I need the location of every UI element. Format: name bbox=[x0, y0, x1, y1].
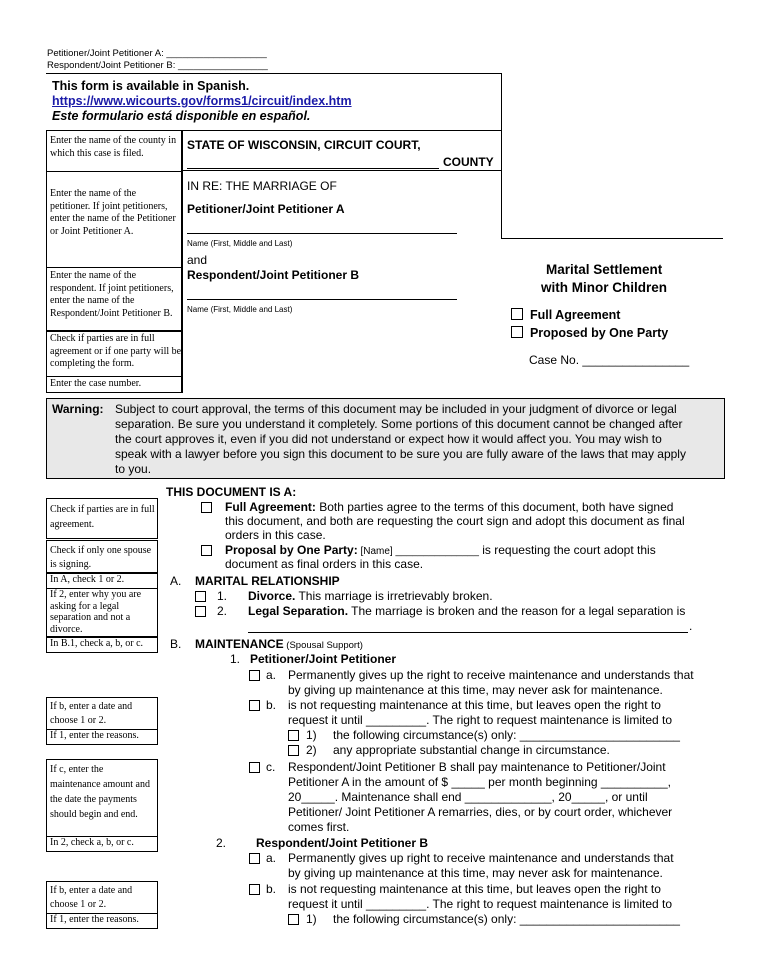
ifb2-instruction: If b, enter a date and choose 1 or 2. bbox=[50, 885, 133, 910]
full-agreement-text1: Both parties agree to the terms of this document, both have signed bbox=[315, 500, 674, 514]
a2-line bbox=[248, 604, 685, 619]
in-re-label: IN RE: THE MARRIAGE OF bbox=[187, 179, 337, 193]
b2a-letter: a. bbox=[266, 851, 277, 865]
proposal-text1: is requesting the court adopt this bbox=[478, 543, 656, 557]
if1-b1-instruction-box bbox=[46, 729, 158, 745]
in2-instruction: In 2, check a, b, or c. bbox=[50, 837, 134, 848]
b1c-line1: Respondent/Joint Petitioner B shall pay maintenance to Petitioner/Joint bbox=[288, 760, 666, 774]
spanish-notice: This form is available in Spanish. bbox=[52, 79, 250, 93]
legal-separation-text: The marriage is broken and the reason for a legal separation is bbox=[348, 604, 686, 618]
proposal-name-field[interactable]: [Name] _______________ bbox=[357, 546, 479, 557]
warning-line3: the court approves it, even if you did not understand or expect how it would affect you. You may wish to bbox=[115, 432, 662, 446]
respondent-instruction: Enter the name of the respondent. If joint petitioners, enter the name of the Respondent/Joint Petitioner B. bbox=[50, 270, 174, 319]
section-a-title: MARITAL RELATIONSHIP bbox=[195, 574, 340, 588]
divorce-checkbox[interactable] bbox=[195, 591, 206, 602]
ifb2-instruction-box bbox=[46, 881, 158, 914]
b1c-line4: Petitioner/ Joint Petitioner A remarries, dies, or by court order, whichever bbox=[288, 805, 673, 819]
a2-number: 2. bbox=[217, 604, 228, 618]
b1-number: 1. bbox=[230, 652, 241, 666]
case-number-field[interactable]: Case No. ________________ bbox=[529, 353, 690, 367]
petitioner-caption-label: Petitioner/Joint Petitioner A bbox=[187, 202, 345, 216]
full-agreement-checkbox[interactable] bbox=[511, 308, 523, 320]
if2-instruction-box bbox=[46, 588, 158, 637]
full-agreement-instruction: Check if parties are in full agreement. bbox=[50, 504, 155, 530]
full-agreement-body-checkbox[interactable] bbox=[201, 502, 212, 513]
b1a-letter: a. bbox=[266, 668, 277, 682]
b1c-line3: 20_____. Maintenance shall end _____________, 20_____, or until bbox=[288, 790, 648, 804]
b2a-line1: Permanently gives up right to receive maintenance and understands that bbox=[288, 851, 674, 865]
county-instruction: Enter the name of the county in which this case is filed. bbox=[50, 135, 177, 159]
respondent-name-hint: Name (First, Middle and Last) bbox=[187, 305, 293, 314]
warning-line5: to you. bbox=[115, 462, 152, 476]
b1b-option2-text: any appropriate substantial change in circumstance. bbox=[333, 743, 610, 757]
b1c-checkbox[interactable] bbox=[249, 762, 260, 773]
proposal-title: Proposal by One Party: bbox=[225, 543, 358, 557]
spanish-notice-es: Este formulario está disponible en español. bbox=[52, 109, 311, 123]
full-agreement-instruction-box bbox=[46, 498, 158, 539]
b2b-option1-text: the following circumstance(s) only: ________________________ bbox=[333, 912, 680, 926]
a1-line bbox=[248, 589, 493, 604]
check-instruction: Check if parties are in full agreement or if one party will be completing the form. bbox=[50, 333, 182, 369]
court-name: STATE OF WISCONSIN, CIRCUIT COURT, bbox=[187, 138, 421, 152]
warning-line2: separation. Be sure you understand it completely. Some portions of this document cannot be changed after bbox=[115, 417, 683, 431]
b2b-letter: b. bbox=[266, 882, 277, 896]
b2b-checkbox[interactable] bbox=[249, 884, 260, 895]
b2b-option1-number: 1) bbox=[306, 912, 317, 926]
county-blank[interactable] bbox=[187, 168, 439, 169]
caption-top-border bbox=[46, 73, 502, 74]
proposal-body-checkbox[interactable] bbox=[201, 545, 212, 556]
divorce-text: This marriage is irretrievably broken. bbox=[295, 589, 493, 603]
case-instruction-box bbox=[46, 376, 183, 393]
one-spouse-instruction: Check if only one spouse is signing. bbox=[50, 545, 152, 570]
respondent-name-blank[interactable] bbox=[187, 299, 457, 300]
full-agreement-line2: this document, and both are requesting the court sign and adopt this document as final bbox=[225, 514, 685, 528]
a1-number: 1. bbox=[217, 589, 228, 603]
section-a-letter: A. bbox=[170, 574, 182, 588]
legal-separation-title: Legal Separation. bbox=[248, 604, 349, 618]
in-b1-instruction: In B.1, check a, b, or c. bbox=[50, 638, 144, 649]
b2-title: Respondent/Joint Petitioner B bbox=[256, 836, 429, 850]
one-party-option[interactable] bbox=[511, 326, 668, 341]
full-agreement-label: Full Agreement bbox=[529, 308, 621, 322]
ifc-instruction-box bbox=[46, 759, 158, 837]
b1b-option2-number: 2) bbox=[306, 743, 317, 757]
petitioner-instruction-box bbox=[46, 171, 183, 268]
petitioner-instruction: Enter the name of the petitioner. If joint petitioners, enter the name of the Petitioner or Joint Petitioner A. bbox=[50, 188, 176, 237]
section-b-subtitle: (Spousal Support) bbox=[283, 640, 363, 651]
form-title-line2: with Minor Children bbox=[541, 280, 667, 295]
county-label: COUNTY bbox=[443, 155, 494, 169]
b1a-line2: by giving up maintenance at this time, may never ask for maintenance. bbox=[288, 683, 663, 697]
and-label: and bbox=[187, 253, 208, 267]
b1c-letter: c. bbox=[266, 760, 276, 774]
in-a-instruction-box bbox=[46, 573, 158, 589]
one-party-label: Proposed by One Party bbox=[529, 326, 669, 340]
b1b-checkbox[interactable] bbox=[249, 700, 260, 711]
form-title-line1: Marital Settlement bbox=[546, 262, 663, 277]
b1b-letter: b. bbox=[266, 698, 277, 712]
b1a-line1: Permanently gives up the right to receive maintenance and understands that bbox=[288, 668, 694, 682]
respondent-instruction-box bbox=[46, 267, 183, 332]
b2a-checkbox[interactable] bbox=[249, 853, 260, 864]
b1-title: Petitioner/Joint Petitioner bbox=[250, 652, 397, 666]
b1b-option1-checkbox[interactable] bbox=[288, 730, 299, 741]
document-type-heading: THIS DOCUMENT IS A: bbox=[166, 485, 297, 499]
caption-right-border bbox=[501, 73, 502, 238]
b2b-option1-checkbox[interactable] bbox=[288, 914, 299, 925]
in-a-instruction: In A, check 1 or 2. bbox=[50, 574, 125, 585]
section-b-title: MAINTENANCE bbox=[195, 637, 284, 651]
in2-instruction-box bbox=[46, 836, 158, 852]
caption-right-bottom bbox=[501, 238, 723, 239]
section-b-heading bbox=[195, 637, 363, 653]
legal-separation-checkbox[interactable] bbox=[195, 606, 206, 617]
b2b-line1: is not requesting maintenance at this time, but leaves open the right to bbox=[288, 882, 661, 896]
b1b-option1-text: the following circumstance(s) only: ________________________ bbox=[333, 728, 680, 742]
forms-link[interactable]: https://www.wicourts.gov/forms1/circuit/index.htm bbox=[52, 94, 352, 108]
proposal-line2: document as final orders in this case. bbox=[225, 557, 424, 571]
in-b1-instruction-box bbox=[46, 637, 158, 653]
warning-label: Warning: bbox=[52, 402, 104, 416]
b1c-line5: comes first. bbox=[288, 820, 350, 834]
one-party-checkbox[interactable] bbox=[511, 326, 523, 338]
ifc-instruction: If c, enter the maintenance amount and the date the payments should begin and end. bbox=[50, 764, 150, 820]
b1b-line2: request it until _________. The right to request maintenance is limited to bbox=[288, 713, 673, 727]
ifb1-instruction-box bbox=[46, 697, 158, 730]
b1b-option2-checkbox[interactable] bbox=[288, 745, 299, 756]
if1-b2-instruction: If 1, enter the reasons. bbox=[50, 914, 139, 925]
case-instruction: Enter the case number. bbox=[50, 378, 142, 389]
warning-line1: Subject to court approval, the terms of this document may be included in your judgment of divorce or legal bbox=[115, 402, 677, 416]
full-agreement-line3: orders in this case. bbox=[225, 528, 326, 542]
b1b-option1-number: 1) bbox=[306, 728, 317, 742]
respondent-caption-label: Respondent/Joint Petitioner B bbox=[187, 268, 360, 282]
warning-line4: speak with a lawyer before you sign this document to be sure you are fully aware of the laws that may apply bbox=[115, 447, 686, 461]
b2a-line2: by giving up maintenance at this time, may never ask for maintenance. bbox=[288, 866, 663, 880]
b1c-line2: Petitioner A in the amount of $ _____ per month beginning __________, bbox=[288, 775, 671, 789]
full-agreement-line1 bbox=[225, 500, 673, 515]
if1-b2-instruction-box bbox=[46, 913, 158, 929]
section-b-letter: B. bbox=[170, 637, 182, 651]
separation-reason-blank[interactable] bbox=[248, 632, 688, 633]
petitioner-header-line: Petitioner/Joint Petitioner A: ___________________ bbox=[47, 48, 267, 59]
b2b-line2: request it until _________. The right to request maintenance is limited to bbox=[288, 897, 673, 911]
full-agreement-option[interactable] bbox=[511, 308, 620, 323]
if1-b1-instruction: If 1, enter the reasons. bbox=[50, 730, 139, 741]
respondent-header-line: Respondent/Joint Petitioner B: _________________ bbox=[47, 60, 268, 71]
b1b-line1: is not requesting maintenance at this time, but leaves open the right to bbox=[288, 698, 661, 712]
petitioner-name-blank[interactable] bbox=[187, 233, 457, 234]
b2-number: 2. bbox=[216, 836, 227, 850]
court-underline bbox=[181, 170, 501, 171]
full-agreement-title: Full Agreement: bbox=[225, 500, 316, 514]
ifb1-instruction: If b, enter a date and choose 1 or 2. bbox=[50, 701, 133, 726]
separation-reason-period: . bbox=[689, 619, 693, 633]
county-instruction-box bbox=[46, 130, 183, 172]
petitioner-name-hint: Name (First, Middle and Last) bbox=[187, 239, 293, 248]
if2-instruction: If 2, enter why you are asking for a legal separation and not a divorce. bbox=[50, 589, 142, 635]
b1a-checkbox[interactable] bbox=[249, 670, 260, 681]
divorce-title: Divorce. bbox=[248, 589, 296, 603]
check-instruction-box bbox=[46, 330, 183, 377]
one-spouse-instruction-box bbox=[46, 540, 158, 573]
